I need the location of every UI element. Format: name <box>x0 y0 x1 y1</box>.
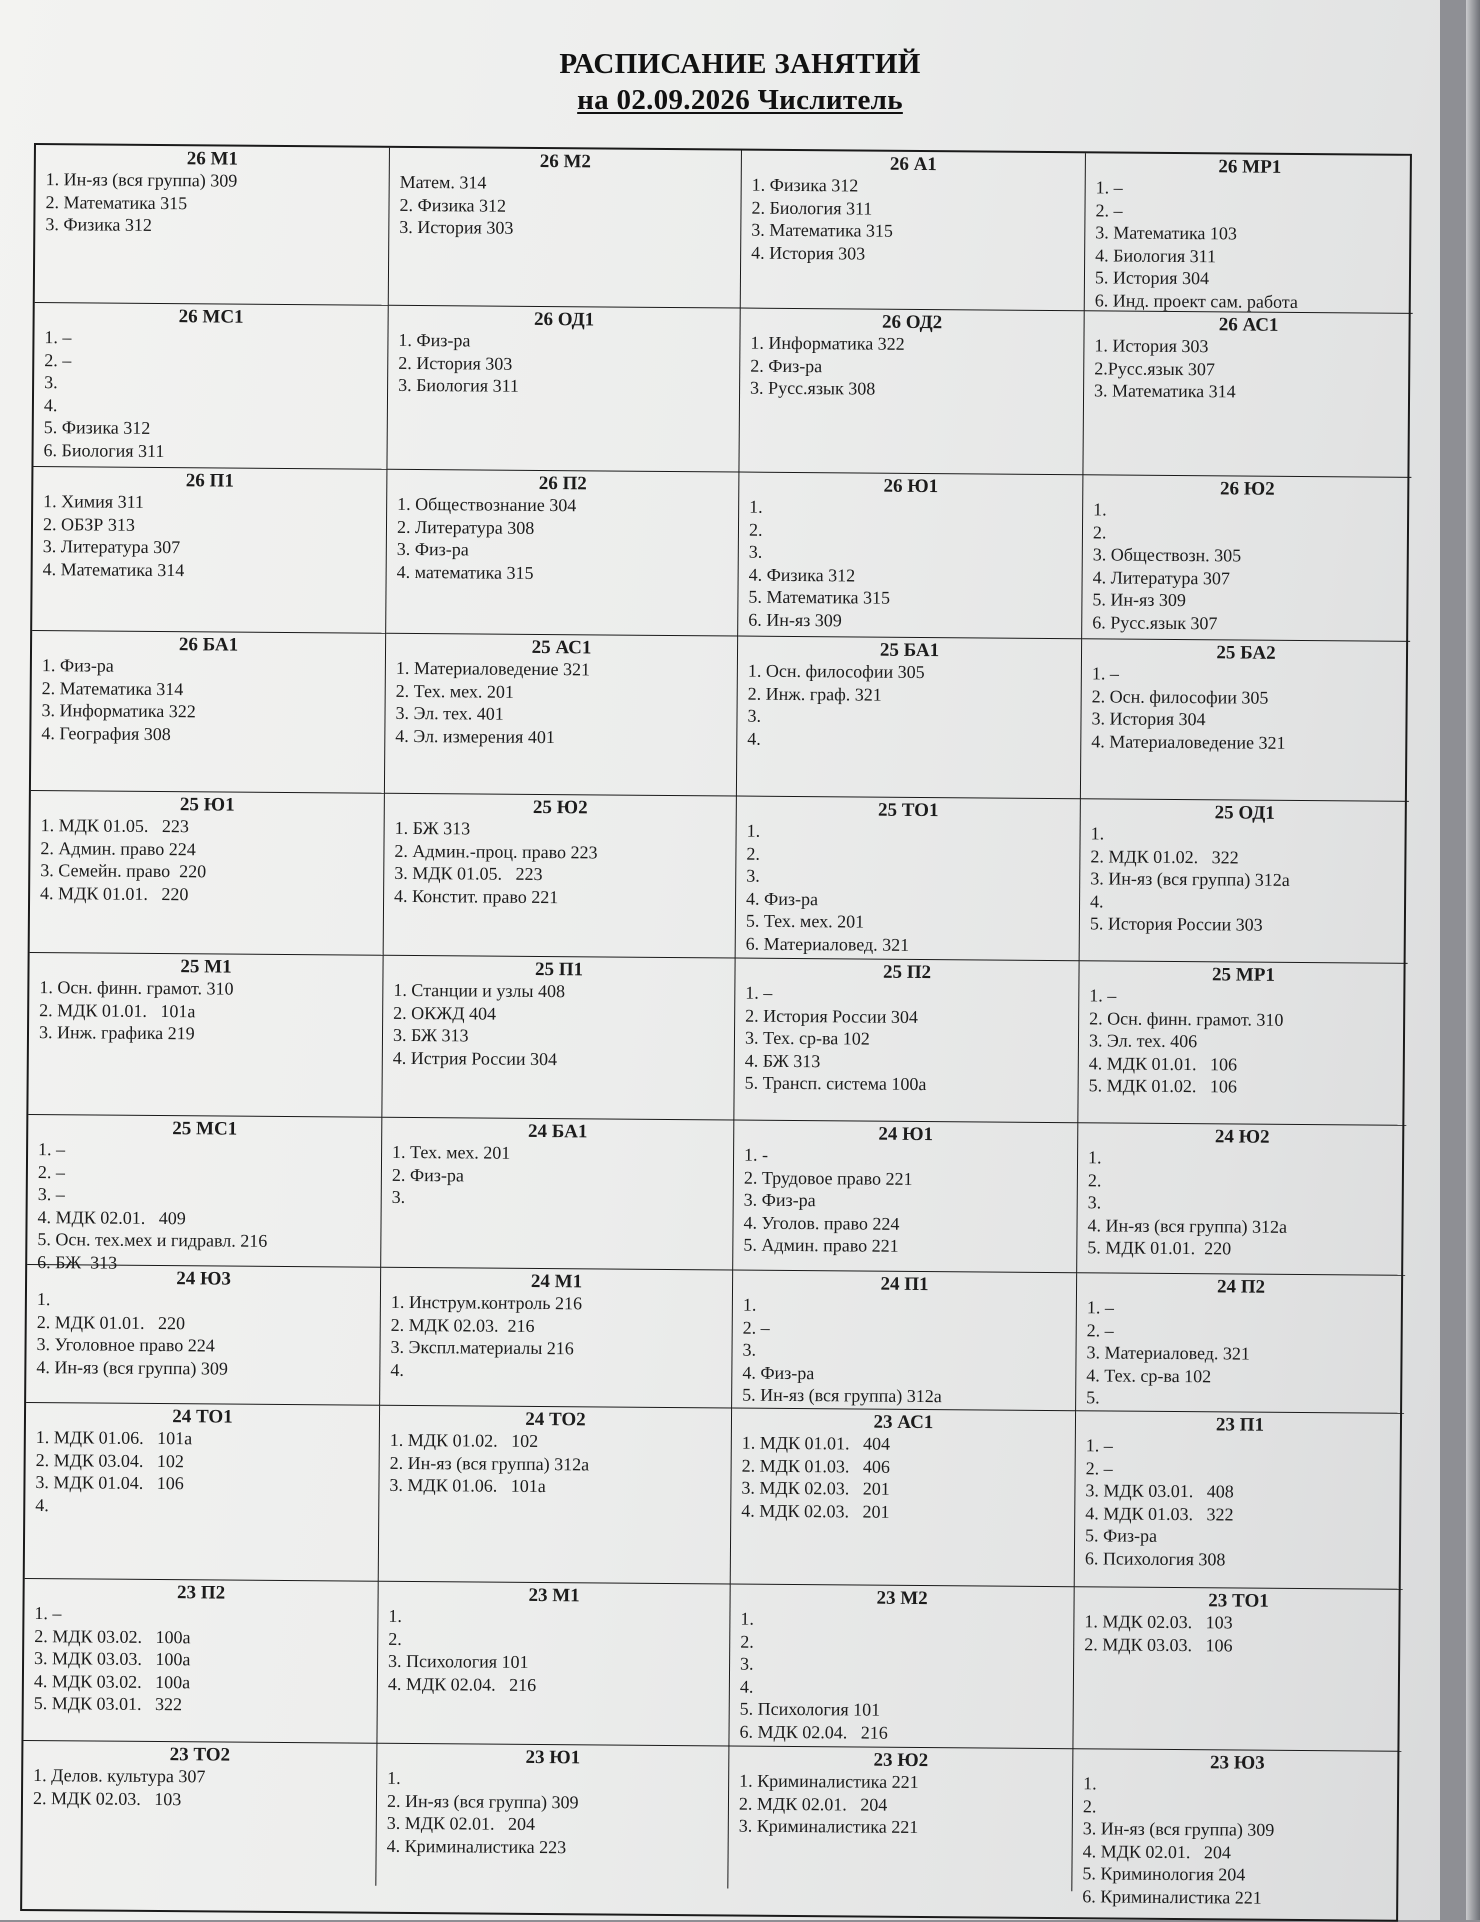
group-cell <box>1076 1273 1405 1414</box>
lesson-line: 2. МДК 03.04. 102 <box>35 1449 185 1471</box>
lesson-line: 3. Криминалистика 221 <box>738 1815 919 1837</box>
group-name: 23 АС1 <box>873 1411 934 1434</box>
lesson-line: 1. - <box>743 1144 769 1165</box>
lesson-line: 1. <box>1093 499 1107 520</box>
lesson-line: 4. МДК 01.01. 106 <box>1088 1052 1238 1074</box>
lesson-line: 2. – <box>742 1317 770 1338</box>
lesson-line: 3. Инж. графика 219 <box>38 1022 195 1044</box>
lesson-line: 3. Математика 315 <box>751 219 894 241</box>
lesson-line: 4. Истрия России 304 <box>392 1047 558 1069</box>
lesson-line: 4. <box>35 1494 49 1515</box>
lesson-line: 5. МДК 03.01. 322 <box>33 1693 183 1715</box>
lesson-line: 2. Биология 311 <box>751 197 873 219</box>
lesson-line: 2. <box>388 1628 402 1649</box>
group-cell <box>389 148 742 309</box>
lesson-line: 3. Физ-ра <box>743 1189 816 1211</box>
group-cell <box>33 303 388 470</box>
group-cell <box>1083 311 1412 478</box>
lesson-line: 2. МДК 01.01. 220 <box>36 1311 186 1333</box>
lesson-line: 2. – <box>1095 199 1123 221</box>
lesson-line: 1. Криминалистика 221 <box>739 1770 919 1792</box>
lesson-line: 5. <box>1086 1387 1100 1408</box>
lesson-line: 2. – <box>1085 1457 1113 1479</box>
lesson-line: 4. <box>43 394 58 415</box>
lesson-line: 3. Физ-ра <box>396 538 469 560</box>
lesson-line: 1. МДК 02.03. 103 <box>1084 1611 1233 1633</box>
lesson-line: 2. МДК 03.02. 100а <box>34 1625 191 1647</box>
lesson-line: 4. Тех. ср-ва 102 <box>1086 1364 1212 1386</box>
lesson-line: 3. Ин-яз (вся группа) 309 <box>1082 1818 1275 1840</box>
group-name: 26 Ю2 <box>1219 478 1275 500</box>
lesson-line: 5. Тех. мех. 201 <box>745 910 865 932</box>
lesson-line: Матем. 314 <box>399 171 487 193</box>
group-cell <box>729 1585 1074 1750</box>
lesson-line: 2. История 303 <box>398 352 513 374</box>
lesson-line: 3. <box>747 705 762 726</box>
group-cell <box>25 1403 380 1582</box>
group-cell <box>1078 961 1407 1126</box>
lesson-line: 2. <box>740 1631 754 1652</box>
lesson-line: 4. Физ-ра <box>742 1362 815 1383</box>
group-name: 25 Ю1 <box>179 794 235 816</box>
lesson-line: 2. Трудовое право 221 <box>743 1167 913 1189</box>
lesson-line: 1. – <box>34 1603 62 1624</box>
lesson-line: 3. Русс.язык 308 <box>750 377 876 399</box>
lesson-line: 1. <box>1090 823 1105 844</box>
group-name: 23 ТО2 <box>169 1744 231 1766</box>
lesson-line: 2. История России 304 <box>745 1005 919 1027</box>
group-name: 26 БА1 <box>178 634 239 656</box>
lesson-line: 4. МДК 01.03. 322 <box>1085 1502 1234 1524</box>
group-cell <box>23 1579 378 1744</box>
lesson-line: 5. Психология 101 <box>739 1698 881 1720</box>
lesson-line: 4. Материаловедение 321 <box>1091 730 1286 753</box>
lesson-line: 2. Инж. граф. 321 <box>747 683 882 705</box>
lesson-line: 3. МДК 01.04. 106 <box>35 1472 184 1494</box>
lesson-line: 4. Ин-яз (вся группа) 309 <box>36 1356 229 1379</box>
lesson-line: 3. Психология 101 <box>388 1650 529 1672</box>
group-cell <box>376 1744 729 1889</box>
group-cell <box>386 470 739 637</box>
group-cell <box>1080 799 1409 964</box>
lesson-line: 2. Осн. финн. грамот. 310 <box>1089 1007 1284 1030</box>
group-name: 26 П2 <box>538 472 587 495</box>
lesson-line: 1. МДК 01.02. 102 <box>389 1429 539 1451</box>
lesson-line: 6. БЖ 313 <box>37 1251 118 1273</box>
lesson-line: 4. Физ-ра <box>746 888 819 909</box>
group-name: 26 МР1 <box>1218 156 1282 178</box>
group-name: 26 АС1 <box>1218 314 1279 336</box>
lesson-line: 1. Осн. философии 305 <box>747 660 925 683</box>
lesson-line: 4. Уголов. право 224 <box>743 1212 900 1234</box>
lesson-line: 4. БЖ 313 <box>744 1050 821 1071</box>
group-name: 24 П1 <box>880 1273 929 1296</box>
lesson-line: 3. Литература 307 <box>42 536 181 558</box>
group-cell <box>27 1115 382 1273</box>
lesson-line: 2. – <box>1086 1319 1114 1341</box>
lesson-line: 4. Эл. измерения 401 <box>395 725 555 747</box>
lesson-line: 1. Информатика 322 <box>750 332 905 354</box>
lesson-line: 4. МДК 02.03. 201 <box>741 1500 890 1522</box>
lesson-line: 1. <box>1087 1147 1102 1168</box>
group-cell <box>1085 153 1414 314</box>
lesson-line: 5. Физ-ра <box>1085 1525 1158 1546</box>
lesson-line: 2. МДК 01.01. 101а <box>39 999 196 1021</box>
group-cell <box>385 634 738 797</box>
lesson-line: 2. <box>746 843 761 864</box>
lesson-line: 5. Криминология 204 <box>1082 1863 1246 1885</box>
lesson-line: 3. – <box>37 1184 65 1205</box>
lesson-line: 3. Тех. ср-ва 102 <box>744 1027 870 1049</box>
group-name: 24 ТО2 <box>525 1408 586 1431</box>
lesson-line: 1. <box>387 1767 401 1788</box>
lesson-line: 2. Физика 312 <box>399 194 507 216</box>
lesson-line: 1. Тех. мех. 201 <box>392 1141 511 1163</box>
lesson-line: 2. МДК 02.01. 204 <box>738 1793 888 1815</box>
group-cell <box>737 637 1082 800</box>
lesson-line: 6. Русс.язык 307 <box>1092 611 1218 633</box>
lesson-line: 1. <box>740 1608 755 1629</box>
lesson-line: 2. МДК 01.03. 406 <box>741 1455 891 1477</box>
group-cell <box>22 1741 377 1886</box>
group-name: 25 ТО1 <box>877 799 939 822</box>
lesson-line: 5. Физика 312 <box>43 417 151 438</box>
group-cell <box>731 1409 1076 1588</box>
group-cell <box>1073 1587 1402 1752</box>
lesson-line: 5. Ин-яз 309 <box>1092 589 1187 611</box>
group-cell <box>739 309 1084 476</box>
group-name: 25 П1 <box>534 958 584 981</box>
lesson-line: 2. Админ. право 224 <box>40 837 196 859</box>
lesson-line: 6. МДК 02.04. 216 <box>739 1721 888 1743</box>
group-name: 26 А1 <box>889 153 937 176</box>
lesson-line: 3. Обществозн. 305 <box>1092 544 1242 566</box>
group-cell <box>741 151 1086 312</box>
lesson-line: 1. <box>1083 1773 1097 1794</box>
lesson-line: 5. Трансп. система 100а <box>744 1072 927 1095</box>
lesson-line: 2. Физ-ра <box>750 355 823 376</box>
lesson-line: 1. Станции и узлы 408 <box>393 979 566 1002</box>
group-name: 26 МС1 <box>178 306 244 328</box>
lesson-line: 1. – <box>1089 985 1117 1006</box>
group-cell <box>26 1265 381 1406</box>
lesson-line: 4. МДК 01.01. 220 <box>40 882 189 904</box>
lesson-line: 5. МДК 01.02. 106 <box>1088 1075 1238 1097</box>
lesson-line: 3. <box>742 1339 757 1360</box>
lesson-line: 1. Ин-яз (вся группа) 309 <box>45 169 238 191</box>
lesson-line: 3. МДК 03.03. 100а <box>34 1648 191 1670</box>
lesson-line: 3. Математика 103 <box>1095 222 1238 244</box>
group-cell <box>1077 1123 1406 1276</box>
lesson-line: 4. Математика 314 <box>42 558 185 580</box>
lesson-line: 5. Ин-яз (вся группа) 312а <box>742 1384 942 1407</box>
group-cell <box>382 956 735 1121</box>
lesson-line: 1. Инструм.контроль 216 <box>390 1291 583 1314</box>
lesson-line: 3. <box>1087 1192 1102 1213</box>
lesson-line: 5. МДК 01.01. 220 <box>1087 1237 1232 1259</box>
group-name: 26 ОД2 <box>881 311 943 334</box>
group-name: 25 ОД1 <box>1214 802 1275 824</box>
group-cell <box>377 1582 730 1747</box>
lesson-line: 5. Осн. тех.мех и гидравл. 216 <box>37 1229 268 1251</box>
lesson-line: 1. МДК 01.01. 404 <box>741 1432 891 1454</box>
lesson-line: 2. Литература 308 <box>396 516 535 538</box>
group-name: 25 П2 <box>882 961 932 984</box>
lesson-line: 1. <box>742 1294 757 1315</box>
lesson-line: 3. БЖ 313 <box>392 1024 469 1046</box>
lesson-line: 1. Физика 312 <box>751 174 859 196</box>
lesson-line: 3. <box>391 1186 406 1207</box>
group-cell <box>738 473 1083 640</box>
lesson-line: 1. История 303 <box>1094 335 1209 357</box>
group-name: 25 МС1 <box>172 1118 238 1140</box>
lesson-line: 3. Семейн. право 220 <box>40 860 207 882</box>
group-cell <box>379 1406 732 1585</box>
lesson-line: 1. – <box>1086 1297 1114 1318</box>
lesson-line: 2. Осн. философии 305 <box>1091 685 1269 708</box>
group-cell <box>387 306 740 473</box>
group-name: 25 БА2 <box>1216 642 1276 664</box>
group-name: 23 П2 <box>177 1582 226 1604</box>
lesson-line: 3. МДК 02.03. 201 <box>741 1477 890 1499</box>
group-name: 24 Ю3 <box>176 1268 231 1290</box>
lesson-line: 4. математика 315 <box>396 561 534 583</box>
lesson-line: 2. МДК 03.03. 106 <box>1084 1633 1233 1655</box>
lesson-line: 2. ОКЖД 404 <box>393 1002 497 1024</box>
lesson-line: 6. Ин-яз 309 <box>748 609 842 630</box>
group-cell <box>31 631 386 794</box>
lesson-line: 1. – <box>1095 177 1123 198</box>
lesson-line: 2. МДК 02.03. 216 <box>390 1314 535 1336</box>
lesson-line: 1. МДК 01.05. 223 <box>40 815 190 837</box>
lesson-line: 4. МДК 03.02. 100а <box>33 1670 191 1692</box>
group-name: 25 АС1 <box>531 636 592 659</box>
lesson-line: 2. – <box>37 1161 65 1182</box>
lesson-line: 5. История России 303 <box>1089 913 1263 935</box>
lesson-line: 4. Криминалистика 223 <box>386 1835 567 1857</box>
lesson-line: 3. Уголовное право 224 <box>36 1334 215 1356</box>
lesson-line: 1. Осн. финн. грамот. 310 <box>39 977 234 999</box>
lesson-line: 3. Эл. тех. 406 <box>1088 1030 1198 1052</box>
group-cell <box>728 1747 1073 1892</box>
lesson-line: 3. Эл. тех. 401 <box>395 702 504 724</box>
group-cell <box>732 1271 1077 1412</box>
lesson-line: 4. История 303 <box>751 242 866 264</box>
lesson-line: 2. – <box>44 349 72 370</box>
group-cell <box>1082 475 1411 642</box>
lesson-line: 1. – <box>44 327 72 348</box>
group-name: 24 М1 <box>530 1270 583 1293</box>
lesson-line: 2. МДК 01.02. 322 <box>1090 845 1239 867</box>
lesson-line: 5. Админ. право 221 <box>743 1234 899 1256</box>
group-name: 25 М1 <box>180 956 232 978</box>
lesson-line: 2. Тех. мех. 201 <box>395 680 515 702</box>
group-cell <box>380 1268 733 1409</box>
group-cell <box>35 145 390 306</box>
lesson-line: 2. Математика 314 <box>41 677 184 699</box>
lesson-line: 1. <box>749 496 763 517</box>
lesson-line: 4. География 308 <box>41 722 171 744</box>
page-edge-shadow <box>1466 0 1480 1920</box>
group-name: 26 П1 <box>185 470 234 492</box>
lesson-line: 2. Админ.-проц. право 223 <box>394 840 598 862</box>
lesson-line: 3. <box>44 372 58 393</box>
group-name: 24 Ю2 <box>1214 1126 1270 1148</box>
lesson-line: 6. Криминалистика 221 <box>1082 1885 1262 1908</box>
lesson-line: 3. <box>746 865 760 886</box>
group-cell <box>384 794 737 959</box>
lesson-line: 1. БЖ 313 <box>394 817 471 839</box>
document-title: РАСПИСАНИЕ ЗАНЯТИЙ <box>559 48 921 80</box>
lesson-line: 4. <box>747 728 761 749</box>
group-name: 26 М1 <box>186 148 239 170</box>
lesson-line: 1. <box>388 1605 403 1626</box>
lesson-line: 6. Биология 311 <box>43 439 165 461</box>
lesson-line: 1. МДК 01.06. 101а <box>35 1427 193 1449</box>
lesson-line: 3. История 303 <box>399 216 514 238</box>
lesson-line: 4. <box>1090 890 1104 911</box>
schedule-table <box>20 143 1412 1922</box>
group-name: 25 Ю2 <box>532 796 588 819</box>
lesson-line: 1. Делов. культура 307 <box>33 1765 206 1787</box>
lesson-line: 1. Физ-ра <box>41 655 114 676</box>
lesson-line: 3. Экспл.материалы 216 <box>390 1336 574 1359</box>
group-cell <box>734 959 1079 1124</box>
lesson-line: 1. – <box>38 1139 66 1160</box>
group-name: 23 М2 <box>876 1587 928 1610</box>
lesson-line: 2. <box>748 519 763 540</box>
lesson-line: 1. Химия 311 <box>43 491 145 512</box>
group-cell <box>733 1121 1078 1274</box>
group-name: 24 ТО1 <box>172 1406 233 1428</box>
group-name: 25 МР1 <box>1212 964 1275 986</box>
document-subtitle: на 02.09.2026 Числитель <box>577 84 903 116</box>
lesson-line: 1. – <box>1085 1435 1113 1456</box>
lesson-line: 6. Материаловед. 321 <box>745 933 910 955</box>
lesson-line: 3. МДК 02.01. 204 <box>386 1812 536 1834</box>
lesson-line: 3. Физика 312 <box>45 214 153 235</box>
group-name: 24 П2 <box>1216 1276 1266 1298</box>
group-cell <box>1075 1411 1404 1590</box>
group-name: 26 ОД1 <box>533 308 595 331</box>
lesson-line: 4. <box>739 1676 754 1697</box>
lesson-line: 1. <box>36 1289 51 1310</box>
group-name: 23 ТО1 <box>1208 1590 1269 1612</box>
group-name: 23 Ю3 <box>1209 1752 1265 1774</box>
lesson-line: 3. Математика 314 <box>1094 380 1236 402</box>
lesson-line: 6. Психология 308 <box>1084 1547 1226 1569</box>
group-cell <box>1081 639 1410 802</box>
group-cell <box>736 797 1081 962</box>
lesson-line: 4. МДК 02.01. 409 <box>37 1206 186 1228</box>
lesson-line: 2. ОБЗР 313 <box>42 513 135 535</box>
lesson-line: 2. Физ-ра <box>391 1164 464 1185</box>
group-name: 23 Ю2 <box>873 1749 929 1772</box>
lesson-line: 3. <box>740 1653 754 1674</box>
lesson-line: 4. МДК 02.01. 204 <box>1082 1840 1231 1862</box>
lesson-line: 4. Ин-яз (вся группа) 312а <box>1087 1214 1288 1237</box>
lesson-line: 3. МДК 01.06. 101а <box>389 1474 546 1497</box>
lesson-line: 2. Ин-яз (вся группа) 312а <box>389 1452 590 1474</box>
lesson-line: 1. <box>746 820 761 841</box>
lesson-line: 4. Констит. право 221 <box>394 885 559 907</box>
group-name: 26 Ю1 <box>883 475 939 498</box>
lesson-line: 2. МДК 02.03. 103 <box>32 1787 182 1809</box>
lesson-line: 2. Ин-яз (вся группа) 309 <box>386 1790 579 1812</box>
group-name: 23 П1 <box>1215 1414 1265 1436</box>
lesson-line: 2. <box>1087 1169 1102 1190</box>
lesson-line: 3. МДК 03.01. 408 <box>1085 1480 1234 1502</box>
lesson-line: 4. Биология 311 <box>1095 244 1217 266</box>
group-name: 25 БА1 <box>879 639 940 662</box>
group-name: 24 Ю1 <box>878 1123 934 1146</box>
lesson-line: 3. Материаловед. 321 <box>1086 1342 1251 1364</box>
lesson-line: 1. Обществознание 304 <box>397 493 577 516</box>
group-cell <box>1072 1749 1401 1908</box>
lesson-line: 5. История 304 <box>1094 267 1210 289</box>
lesson-line: 1. Материаловедение 321 <box>395 657 591 680</box>
group-cell <box>28 953 383 1118</box>
lesson-line: 2. <box>1092 521 1107 542</box>
lesson-line: 4. Физика 312 <box>748 564 856 585</box>
lesson-line: 4. МДК 02.04. 216 <box>387 1673 537 1695</box>
lesson-line: 2.Русс.язык 307 <box>1094 357 1216 379</box>
lesson-line: 6. Инд. проект сам. работа <box>1094 289 1298 312</box>
group-name: 23 Ю1 <box>525 1746 581 1769</box>
group-cell <box>381 1118 734 1271</box>
lesson-line: 1. – <box>745 982 773 1003</box>
lesson-line: 3. Биология 311 <box>398 374 520 396</box>
lesson-line: 3. МДК 01.05. 223 <box>394 862 543 885</box>
group-cell <box>32 467 387 634</box>
lesson-line: 2. Математика 315 <box>45 191 188 213</box>
lesson-line: 1. – <box>1091 663 1119 684</box>
group-name: 24 БА1 <box>528 1120 588 1143</box>
lesson-line: 3. Информатика 322 <box>41 700 196 722</box>
lesson-line: 4. <box>390 1359 404 1380</box>
lesson-line: 4. Литература 307 <box>1092 566 1231 588</box>
lesson-line: 3. История 304 <box>1091 708 1206 730</box>
lesson-line: 3. Ин-яз (вся группа) 312а <box>1090 868 1290 890</box>
lesson-line: 5. Математика 315 <box>748 586 891 608</box>
lesson-line: 2. <box>1082 1795 1097 1816</box>
lesson-line: 1. Физ-ра <box>398 329 471 351</box>
group-cell <box>30 791 385 956</box>
group-name: 23 М1 <box>528 1584 580 1607</box>
lesson-line: 3. <box>748 541 763 562</box>
group-name: 26 М2 <box>539 150 592 173</box>
